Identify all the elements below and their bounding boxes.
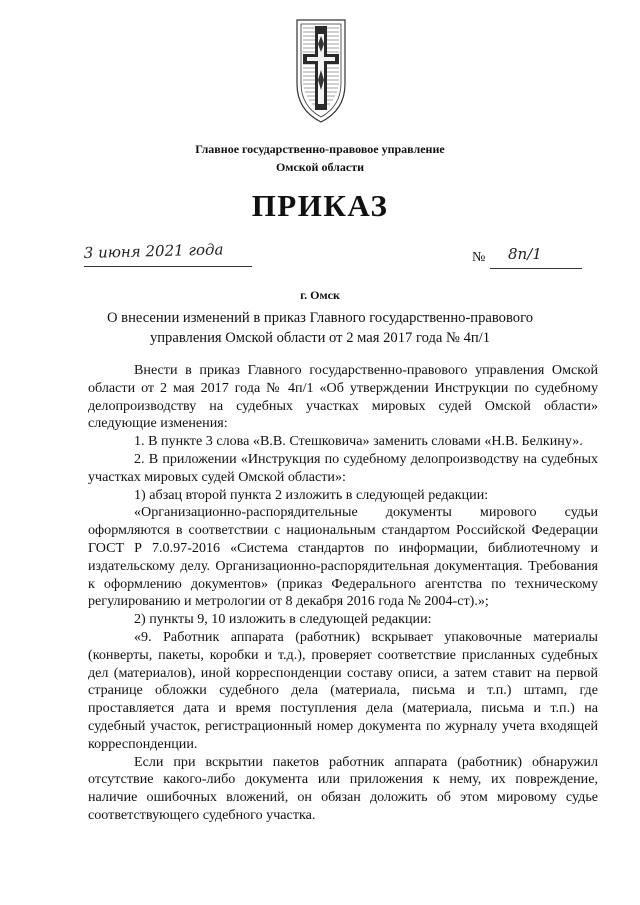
omsk-coat-of-arms-emblem [293, 14, 349, 126]
document-type-title: ПРИКАЗ [251, 188, 389, 223]
authority-line-2: Омской области [275, 160, 365, 174]
handwritten-order-number: 8п/1 [508, 245, 542, 263]
body-paragraph: 1) абзац второй пункта 2 изложить в следующей редакции: [134, 486, 489, 503]
number-underline [490, 268, 582, 269]
order-subject: О внесении изменений в приказ Главного государственно-правового управления Омской области от 2 мая 2017 года № 4п/1 [106, 310, 533, 346]
body-paragraph: 2) пункты 9, 10 изложить в следующей редакции: [134, 611, 432, 628]
city-line: г. Омск [300, 288, 340, 302]
date-underline [84, 266, 252, 267]
body-paragraph: 2. В приложении «Инструкция по судебному делопроизводству на судебных участках мировых судей Омской области»: [88, 450, 598, 485]
body-paragraph: «Организационно-распорядительные документы мирового судьи оформляются в соответствии с национальным стандартом Российской Федерации ГОСТ Р 7.0.97-2016 «Система стандартов по информации, библиотечному и издательскому делу. Организационно-распорядительная документация. Требования к оформлению документов» (приказ Федерального агентства по техническому регулированию и метрологии от 8 декабря 2016 года № 2004-ст).»; [88, 504, 598, 610]
body-paragraph: 1. В пункте 3 слова «В.В. Стешковича» заменить словами «Н.В. Белкину». [134, 433, 583, 450]
issuing-authority [0, 140, 640, 176]
handwritten-date: 3 июня 2021 года [83, 240, 224, 262]
number-sign: № [472, 250, 486, 265]
authority-line-1: Главное государственно-правовое управление [195, 142, 445, 156]
body-paragraph: «9. Работник аппарата (работник) вскрывает упаковочные материалы (конверты, пакеты, коробки и т.д.), проверяет соответствие присланных судебных дел (материалов), иной корреспонденции составу описи, а затем ставит на первой странице обложки судебного дела (материала, письма и т.п.) штамп, где проставляется дата и время поступления дела (материала, письма и т.п.) на судебный участок, регистрационный номер документа по журналу учета входящей корреспонденции. [88, 628, 598, 752]
body-paragraph: Внести в приказ Главного государственно-правового управления Омской области от 2 мая 2017 года № 4п/1 «Об утверждении Инструкции по судебному делопроизводству на судебных участках мировых судей Омской области» следующие изменения: [88, 362, 598, 432]
body-paragraph: Если при вскрытии пакетов работник аппарата (работник) обнаружил отсутствие какого-либо документа или приложения к нему, их повреждение, наличие ошибочных вложений, он обязан доложить об этом мировому судье соответствующего судебного участка. [88, 753, 598, 823]
order-body [88, 362, 598, 825]
